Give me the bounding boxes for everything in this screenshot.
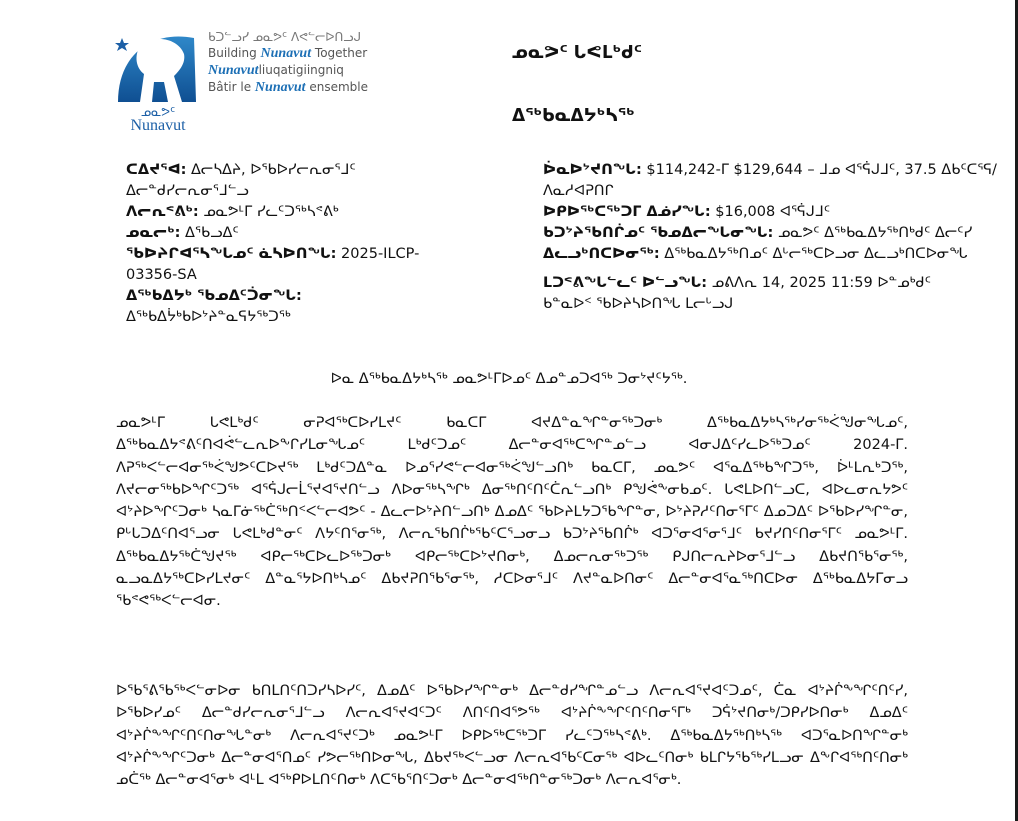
field-value: $16,008 ᐊᕐᕌᒍᒧᑦ (715, 204, 831, 220)
slogan-part: Building (208, 46, 257, 60)
field-value: ᐃᖅᑲᐃᔮᒃᑲᐅᔾᔨᓐᓇᕋᔭᖅᑐᖅ (126, 309, 291, 325)
field-label: ᖃᐅᔨᒋᐊᕐᓴᖓᓄᑦ ᓈᓴᐅᑎᖓ: (126, 246, 337, 262)
slogan-french (208, 79, 368, 96)
body-paragraph: ᐅᖃᕐᕕᖃᖅᐸᓪᓂᐅᓂ ᑲᑎᒪᑎᑦᑎᑐᓯᓴᐅᓯᑦ, ᐃᓄᐃᑦ ᐅᖃᐅᓯᖏᓐᓂᒃ ᐃᓕᓐᑯᓯᖏᓐᓄᓪᓗ ᐱᓕᕆᐊᕐᔪᐊᑦᑐᓄᑦ, ᑖᓇ ᐊᔾᔨᒌᖕᖏᑦᑎᑦᓯ, ᐅᖃᐅᓯᓄᑦ ᐃᓕᓐᑯᓯᓕᕆᓂᕐᒧᓪᓗ ᐱᓕᕆᐊᕐᔪᐊᑦᑐᑦ ᐱᑎᑦᑎᐊᕐᕗᖅ ᐊᔾᔨᒌᖕᖏᑦᑎᑦᑎᓂᕐᒥᒃ ᑐᕌᔾᔪᑎᓂᒃ/ᑐᑭᓯᐅᑎᓂᒃ ᐃᓄᐃᑦ ᐊᔾᔨᒌᖕᖏᑦᑎᑦᑎᓂᖓᓐᓂᒃ ᐱᓕᕆᐊᕐᔪᑦᑐᒃ ᓄᓇᕗᒻᒥ ᐅᑭᐅᖅᑕᖅᑐᒥ ᓯᓚᑦᑐᖅᓴᕝᕕᒃ. ᐃᖅᑲᓇᐃᔭᖅᑎᒃᓴᖅ ᐊᑐᕐᓇᐅᑎᖏᓐᓂᒃ ᐊᔾᔨᒌᖕᖏᑦᑐᓂᒃ ᐃᓕᓐᓂᐊᕐᑎᓄᑦ ᓯᕗᓕᖅᑎᐅᓂᖓ, ᐃᑲᔪᖅᐸᓪᓗᓂ ᐱᓕᕆᐊᖃᑦᑕᓂᖅ ᐊᐅᓚᑦᑎᓂᒃ ᑲᒪᒋᔭᖃᖅᓯᒪᓗᓂ ᐃᖕᒋᐊᖅᑎᑦᑎᓂᒃ ᓄᑖᖅ ᐃᓕᓐᓂᐊᕐᓂᒃ ᐊᒻᒪ ᐊᖅᑭᐅᒪᑎᑦᑎᓂᒃ ᐱᑕᖃᕐᑎᑦᑐᓂᒃ ᐃᓕᓐᓂᐊᖅᑎᓐᓂᖅᑐᓂᒃ ᐱᓕᕆᐊᕐᓂᒃ. (116, 683, 908, 789)
slogan-part: Bâtir le (208, 80, 252, 94)
slogan-part: liuqatigiingniq (258, 63, 344, 77)
logo-slogans (208, 29, 368, 96)
field-label: ᐃᖅᑲᐃᔭᒃ ᖃᓄᐃᑦᑑᓂᖓ: (126, 288, 302, 304)
job-details-left (126, 160, 456, 328)
field-label: ᐅᑭᐅᖅᑕᖅᑐᒥ ᐃᓅᓯᖓ: (543, 204, 711, 220)
field-value: ᐃᖅᑲᓇᐃᔭᖅᑎᓄᑦ ᐃᒡᓕᖅᑕᐅᓗᓂ ᐃᓚᓗᒃᑎᑕᐅᓂᖓ (664, 246, 968, 262)
header-subtitle: ᐃᖅᑲᓇᐃᔭᒃᓴᖅ (512, 106, 635, 126)
slogan-syllabics: ᑲᑐᓪᓗᓯ ᓄᓇᕗᑦ ᐱᕙᓪᓕᐅᑎᓗᒍ (208, 30, 362, 44)
field-value: ᐃᖃᓗᐃᑦ (185, 225, 239, 241)
nunavut-emblem-icon (112, 24, 204, 132)
field-northern-allowance (543, 202, 1015, 223)
field-label: ᐱᓕᕆᕝᕕᒃ: (126, 204, 199, 220)
field-label: ᑲᑐᔾᔨᖃᑎᒌᓄᑦ ᖃᓄᐃᓕᖓᓂᖓ: (543, 225, 774, 241)
field-label: ᐃᓚᓗᒃᑎᑕᐅᓂᖅ: (543, 246, 660, 262)
field-value: 2025-ILCP-03356-SA (126, 246, 420, 283)
slogan-part: Together (314, 46, 368, 60)
header-title: ᓄᓇᕗᑦ ᒐᕙᒪᒃᑯᑦ (512, 43, 642, 63)
field-value: ᓄᕕᐱᕆ 14, 2025 11:59 ᐅᓐᓄᒃᑯᑦ (711, 275, 931, 291)
field-label: ᒪᑐᕝᕕᖓᓪᓚᑦ ᐅᓪᓗᖓ: (543, 275, 708, 291)
field-department (126, 202, 456, 223)
field-label: ᑕᐃᔪᕐᐊ: (126, 162, 187, 178)
field-closing-date (543, 273, 1015, 294)
slogan-part: Nunavut (254, 80, 306, 95)
field-type (126, 286, 456, 328)
field-housing (543, 244, 1015, 265)
field-reference (126, 244, 456, 286)
logo-syllabics: ᓄᓇᕗᑦ (140, 105, 176, 119)
slogan-part: Nunavut (208, 63, 259, 78)
job-details-right (543, 160, 1015, 315)
slogan-english (208, 45, 368, 62)
field-label: ᐆᓇᐅᔾᔪᑎᖓ: (543, 162, 642, 178)
field-value: ᐃᓕᓴᐃᔨ, ᐅᖃᐅᓯᓕᕆᓂᕐᒧᑦ ᐃᓕᓐᑯᓯᓕᕆᓂᕐᒧᓪᓗ (126, 162, 356, 199)
slogan-part: ensemble (309, 80, 368, 94)
body-paragraph: ᓄᓇᕗᒻᒥ ᒐᕙᒪᒃᑯᑦ ᓂᕈᐊᖅᑕᐅᓯᒪᔪᑦ ᑲᓇᑕᒥ ᐊᔪᐃᓐᓇᖏᓐᓂᖅᑐᓂᒃ ᐃᖅᑲᓇᐃᔭᒃᓴᖅᓯᓂᖅᐹᖑᓂᖓᓄᑦ, ᐃᖅᑲᓇᐃᔭᕝᕕᑦᑎᐊᕚᓪᓚᕆᐅᖕᒋᓯᒪᓂᖓᓄᑦ ᒪᒃᑯᑦᑐᓄᑦ ᐃᓕᓐᓂᐊᖅᑕᖏᓐᓄᓪᓗ ᐊᓂᒍᐃᑦᓯᓚᐅᖅᑐᓄᑦ 2024-ᒥ. ᐱᕈᖅᐸᓪᓕᐊᓂᖅᐹᖑᕗᑦᑕᐅᔪᖅ ᒪᒃᑯᑦᑐᐃᓐᓇ ᐅᓄᕐᓯᕙᓪᓕᐊᓂᖅᐹᖑᓪᓗᑎᒃ ᑲᓇᑕᒥ, ᓄᓇᕗᑦ ᐊᕐᓇᐃᖅᑲᖏᑐᖅ, ᐆᒻᒪᕆᒃᑐᖅ, ᐱᔪᓕᓂᖅᑲᐅᖏᑦᑐᖅ ᐊᕐᕌᒍᓕᒫᕐᔪᐊᕐᔪᑎᓪᓗ ᐱᐅᓂᖅᓴᖏᒃ ᐃᓂᖅᑎᑦᑎᑦᑖᕆᓪᓗᑎᒃ ᑭᖑᕚᖕᓂᑲᓄᑦ. ᒐᕙᒪᐅᑎᓪᓗᑕ, ᐊᐅᓚᓂᕆᔭᕗᑦ ᐊᔾᔨᐅᖏᑦᑐᓂᒃ ᓴᓇᒥᓃᖅᑖᖅᑎᑉᐸᓪᓕᐊᕗᑦ - ᐃᓚᓕᐅᔾᔨᑎᓪᓗᑎᒃ ᐃᓄᐃᑦ ᖃᐅᔨᒪᔭᑐᖃᖏᓐᓂ, ᐅᔾᔨᕈᓱᑦᑎᓂᕐᒥᑦ ᐃᓄᑐᐃᑦ ᐅᖃᐅᓯᖏᓐᓂ, ᑭᒡᒐᑐᐃᑦᑎᐊᕐᓗᓂ ᒐᕙᒪᒃᑯᓐᓂᑦ ᐱᔭᑦᑎᕐᓂᖅ, ᐱᓕᕆᖃᑎᒌᒃᖃᑦᑕᕐᓗᓂᓗ ᑲᑐᔾᔨᖃᑎᒌᒃ ᐊᑐᕐᓂᐊᕐᓂᕐᒧᑦ ᑲᔪᓯᑎᑦᑎᓂᕐᒥᑦ ᓄᓇᕗᒻᒥ. ᐃᖅᑲᓇᐃᔭᖅᑖᖑᔪᖅ ᐊᑭᓕᖅᑕᐅᓚᐅᖅᑐᓂᒃ ᐊᑭᓕᖅᑕᐅᔾᔪᑎᓂᒃ, ᐃᓄᓕᕆᓂᖅᑐᖅ ᑭᒍᑎᓕᕆᔨᐅᓂᕐᒧᓪᓗ ᐃᑲᔪᑎᖃᕐᓂᖅ, ᓇᓗᓇᐃᔭᖅᑕᐅᓯᒪᔪᓂᑦ ᐃᓐᓇᕐᔭᐅᑎᒃᓴᓄᑦ ᐃᑲᔪᕈᑎᖃᕐᓂᖅ, ᓱᑕᐅᓂᕐᒧᑦ ᐱᔪᓐᓇᐅᑎᓂᑦ ᐃᓕᓐᓂᐊᕐᓇᖅᑎᑕᐅᓂ ᐃᖅᑲᓇᐃᔭᒥᓂᓗ ᖃᕝᕙᖅᐸᓪᓕᐊᓂ. (116, 415, 908, 610)
field-value: ᓄᓇᕗᑦ ᐃᖅᑲᓇᐃᔭᖅᑎᒃᑯᑦ ᐃᓕᑦᓯ (777, 225, 973, 241)
field-union (543, 223, 1015, 244)
field-closing-note: ᑲᓐᓇᐅᑉ ᖃᐅᔨᓴᐅᑎᖓ ᒪᓕᒡᓗᒍ (543, 296, 734, 312)
nunavut-logo (112, 24, 412, 136)
nunavummiut-only-note: ᐅᓇ ᐃᖅᑲᓇᐃᔭᒃᓴᖅ ᓄᓇᕗᒻᒥᐅᓄᑦ ᐃᓄᓐᓄᑐᐊᖅ ᑐᓂᔾᔪᑦᔭᖅ. (330, 371, 688, 387)
field-value: $114,242-ᒥ $129,644 – ᒧᓄ ᐊᕐᕌᒍᒧᑦ, 37.5 ᐃᑲᑦᑕᕐᕋ/ᐱᓇᓱᐊᕈᑎᒋ (543, 162, 997, 199)
field-title (126, 160, 456, 202)
logo-wordmark: Nunavut (130, 117, 186, 132)
field-salary (543, 160, 1015, 202)
slogan-inuinnaqtun (208, 62, 368, 79)
field-community (126, 223, 456, 244)
field-value: ᓄᓇᕗᒻᒥ ᓯᓚᑦᑐᖅᓴᕝᕕᒃ (203, 204, 339, 220)
slogan-part: Nunavut (260, 46, 312, 61)
field-label: ᓄᓇᓕᒃ: (126, 225, 181, 241)
